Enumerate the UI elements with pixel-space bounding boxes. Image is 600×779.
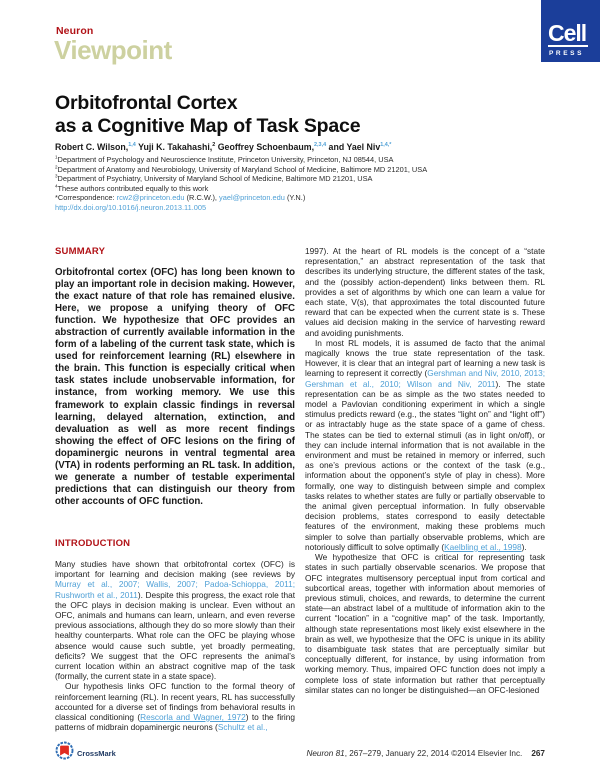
text-segment: 2 <box>55 164 58 170</box>
article-body <box>55 246 545 732</box>
left-column <box>55 246 295 732</box>
intro-paragraph <box>55 559 295 681</box>
cell-logo-press-text: PRESS <box>549 50 585 57</box>
text-segment: Robert C. Wilson, <box>55 142 129 152</box>
text-segment: 4 <box>55 183 58 189</box>
crossmark-label[interactable]: CrossMark <box>77 748 116 758</box>
text-segment: Yuji K. Takahashi, <box>135 142 213 152</box>
article-title <box>55 92 360 137</box>
affiliation-line <box>55 155 555 165</box>
article-type-label: Viewpoint <box>54 35 172 65</box>
title-line-2: as a Cognitive Map of Task Space <box>55 114 361 137</box>
crossmark-icon[interactable] <box>55 741 74 765</box>
citation-link[interactable]: Kaelbling et al., 1998 <box>444 541 522 552</box>
footer-citation <box>306 749 545 758</box>
email-link-rcw[interactable]: rcw2@princeton.edu <box>116 193 185 203</box>
text-segment: (Y.N.) <box>284 193 306 203</box>
link[interactable]: 1,4,* <box>380 142 392 149</box>
text-segment: Department of Psychology and Neuroscience Institute, Princeton University, Princeton, NJ 08544, USA <box>57 155 394 164</box>
crossmark-badge[interactable] <box>55 741 116 765</box>
text-segment: , 267–279, January 22, 2014 ©2014 Elsevier Inc. <box>344 749 523 758</box>
text-segment: Many studies have shown that orbitofrontal cortex (OFC) is important for learning and decision making (see reviews by <box>55 558 295 580</box>
journal-name: Neuron <box>56 25 94 37</box>
text-segment: Department of Anatomy and Neurobiology, University of Maryland School of Medicine, Baltimore MD 21201, USA <box>57 164 428 174</box>
text-segment: 2 <box>212 142 216 149</box>
affiliation-line <box>55 184 555 194</box>
text-segment: ). The state representation can be as simple as the two states needed to model a Pavlovian conditioning experiment in which a single stimulus predicts reward (e.g., the states “light on” and “light off”) or as intractably huge as the state space of a game of chess. The states can be tied to external stimuli (as in light on/off), or they can include internal information that is not available in the environment and must be retained in memory or inferred, such as one’s previous actions or the context of the task (e.g., information about the opponent’s style of play in chess). More formally, one way to distinguish between simple and complex tasks relates to whether states are fully or partially observable to the animal given perceptual information. In fully observable decision problems, states correspond to easily detectable features of the environment, making these problems much simpler to solve than partially observable problems, which are notoriously difficult to solve optimally ( <box>305 378 545 552</box>
intro-paragraph <box>55 681 295 732</box>
text-segment: and Yael Niv <box>326 142 381 152</box>
summary-heading: SUMMARY <box>55 246 106 257</box>
affiliation-line <box>55 174 555 184</box>
text-segment: (R.C.W.), <box>184 193 220 203</box>
text-segment: Department of Psychiatry, University of Maryland School of Medicine, Baltimore MD 21201, USA <box>57 174 373 184</box>
body-paragraph <box>305 552 545 695</box>
citation-link[interactable]: Schultz et al., <box>217 722 268 733</box>
affiliations-block <box>55 155 555 213</box>
text-segment: 1 <box>55 154 58 160</box>
text-segment: ). Despite this progress, the exact role that the OFC plays in decision making is unclear. Even without an OFC, animals and humans can learn, unlearn, and even reverse previous associations, although they do so more slowly than their healthy counterparts. What role can the OFC be playing whose absence would cause such subtle, yet broadly permeating, deficits? We suggest that the OFC represents the animal’s current location within an abstract cognitive map of the task (formally, the current state in a state space). <box>55 589 295 682</box>
right-column <box>305 246 545 732</box>
cell-logo-text: Cell <box>548 20 587 46</box>
citation-link[interactable]: Gershman and Niv, 2010, 2013; Gershman et al., 2010; Wilson and Niv, 2011 <box>305 368 545 389</box>
citation-link[interactable]: Murray et al., 2007; Wallis, 2007; Padoa-Schioppa, 2011; Rushworth et al., 2011 <box>55 579 295 600</box>
text-segment: We hypothesize that OFC is critical for representing task states in such partially observable scenarios. We propose that OFC integrates multisensory perceptual input from cortical and subcortical areas, together with information about memories of previous stimuli, choices, and rewards, to determine the current state—an abstract label of a multitude of information akin to the current “location” in a “cognitive map” of the task. Importantly, although state representations most likely exist elsewhere in the brain as well, we hypothesize that the OFC is unique in its ability to disambiguate task states that are perceptually similar but conceptually different, for instance, by using information from working memory. Thus, impaired OFC function does not imply a complete loss of state information but rather that perceptually similar states can no longer be distinguished—an OFC-lesioned <box>305 552 545 695</box>
email-link-yael[interactable]: yael@princeton.edu <box>219 193 285 203</box>
body-paragraph <box>305 338 545 552</box>
title-line-1: Orbitofrontal Cortex <box>55 92 238 114</box>
citation-link[interactable]: Rescorla and Wagner, 1972 <box>140 711 246 722</box>
link[interactable]: 2,3,4 <box>314 142 327 149</box>
page-number: 267 <box>531 749 545 758</box>
text-segment: These authors contributed equally to this work <box>57 183 209 193</box>
correspondence-line <box>55 193 555 203</box>
text-segment: *Correspondence: <box>55 193 117 203</box>
cell-press-logo <box>541 0 600 62</box>
text-segment: ) to the firing patterns of midbrain dopaminergic neurons ( <box>55 711 295 733</box>
text-segment: In most RL models, it is assumed de facto that the animal magically knows the true state representation of the task. However, it is clear that an integral part of learning a new task is learning to represent it correctly ( <box>305 337 545 379</box>
affiliation-line <box>55 165 555 175</box>
link[interactable]: 1,4 <box>128 142 136 149</box>
text-segment: Our hypothesis links OFC function to the formal theory of reinforcement learning (RL). In recent years, RL has successfully accounted for a diverse set of findings from behavioral results in classical conditioning ( <box>55 681 295 722</box>
introduction-heading: INTRODUCTION <box>55 537 131 549</box>
text-segment: Geoffrey Schoenbaum, <box>215 142 315 152</box>
masthead <box>56 25 172 63</box>
doi-line <box>55 203 555 213</box>
body-paragraph <box>305 246 545 338</box>
text-segment: ). <box>521 541 527 552</box>
authors-line <box>55 142 391 152</box>
text-segment: 1997). At the heart of RL models is the concept of a “state representation,” an abstract representation of the task that describes its underlying structure, the different states of the task, and the (possibly action-dependent) links between them. RL provides a set of algorithms by which one can learn a value for each state, V(s), that approximates the total discounted future reward that can be expected when the current state is s. These values aid decision making in the service of harvesting reward and avoiding punishments. <box>305 246 545 338</box>
text-segment: Neuron 81 <box>306 749 345 758</box>
text-segment: 3 <box>55 173 58 179</box>
summary-text: Orbitofrontal cortex (OFC) has long been known to play an important role in decision making. However, the exact nature of that role has remained elusive. Here, we propose a unifying theory of OFC function. We hypothesize that OFC provides an abstraction of currently available information in the form of a labeling of the current task state, which is used for reinforcement learning (RL) elsewhere in the brain. This function is especially critical when task states include unobservable information, for instance, from working memory. We use this framework to explain classic findings in reversal learning, delayed alternation, extinction, and devaluation as well as more recent findings showing the effect of OFC lesions on the firing of dopaminergic neurons in ventral tegmental area (VTA) in rodents performing an RL task. In addition, we generate a number of testable experimental predictions that can distinguish our theory from other accounts of OFC function. <box>55 267 295 507</box>
doi-link[interactable]: http://dx.doi.org/10.1016/j.neuron.2013.11.005 <box>55 202 207 212</box>
